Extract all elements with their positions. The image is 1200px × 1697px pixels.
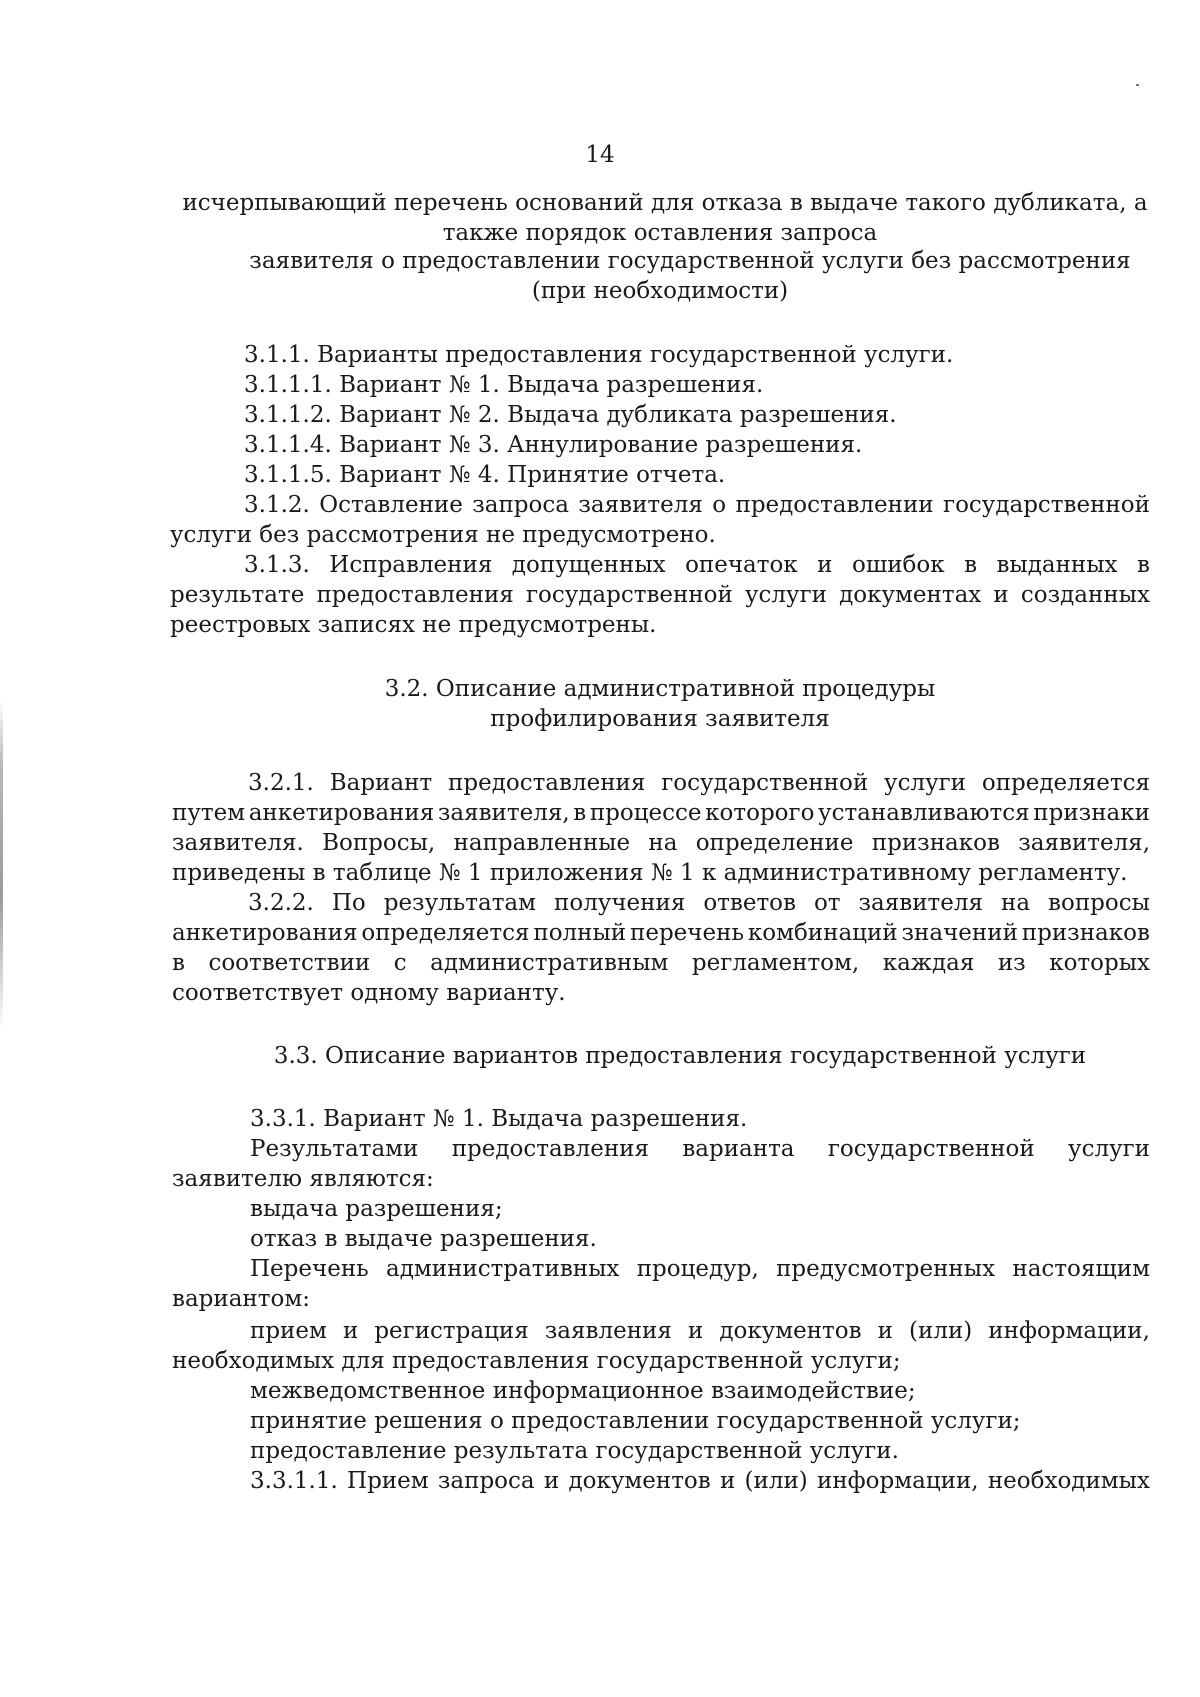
word: ответов [703, 890, 796, 916]
word: Вопросы, [322, 830, 436, 856]
item-3-3-1: 3.3.1. Вариант № 1. Выдача разрешения. [250, 1106, 748, 1132]
word: регламентом, [691, 950, 860, 976]
word: Оставление [319, 492, 463, 518]
result-refusal: отказ в выдаче разрешения. [250, 1226, 597, 1252]
word: настоящим [1012, 1256, 1150, 1282]
word: и [877, 1318, 893, 1344]
word: признаков [1021, 920, 1150, 946]
word: и [543, 1468, 560, 1494]
word: и [342, 1318, 359, 1344]
word: (или) [744, 1468, 808, 1494]
word: на [1001, 890, 1031, 916]
heading2-line2: профилирования заявителя [490, 706, 830, 732]
procedures-line2: вариантом: [172, 1286, 310, 1312]
para-3-2-1-line4: приведены в таблице № 1 приложения № 1 к административному регламенту. [172, 860, 1128, 886]
word: 3.2.1. [248, 770, 314, 796]
word: Перечень [250, 1256, 369, 1282]
word: заявителя. [172, 830, 304, 856]
item-3-1-1-4: 3.1.1.4. Вариант № 3. Аннулирование разрешения. [244, 432, 863, 458]
page-number: 14 [585, 142, 615, 168]
word: Результатами [250, 1136, 419, 1162]
results-line2: заявителю являются: [172, 1166, 434, 1192]
word: и [687, 1318, 704, 1344]
word: 3.1.3. [244, 552, 310, 578]
word: заявителя, [437, 800, 570, 826]
word: Прием [347, 1468, 429, 1494]
word: в [1137, 552, 1150, 578]
word: от [813, 890, 841, 916]
word: государственной [827, 1136, 1035, 1162]
word: о [712, 492, 727, 518]
word: с [393, 950, 407, 976]
para-3-2-2-line3 [172, 950, 1150, 976]
word: процессе [589, 800, 702, 826]
word: перечень [630, 920, 744, 946]
para-3-2-2-line4: соответствует одному варианту. [172, 980, 566, 1006]
procedures-line1 [250, 1256, 1150, 1282]
item-3-3-1-1-line1 [250, 1468, 1150, 1494]
word: регистрация [374, 1318, 529, 1344]
word: опечаток [685, 552, 798, 578]
para-3-2-1-line3 [172, 830, 1150, 856]
word: (или) [909, 1318, 973, 1344]
word: результатам [383, 890, 537, 916]
word: анкетирования [172, 920, 358, 946]
word: путем [172, 800, 246, 826]
word: По [331, 890, 366, 916]
word: значений [901, 920, 1018, 946]
word: допущенных [511, 552, 666, 578]
word: вопросы [1048, 890, 1150, 916]
word: из [997, 950, 1026, 976]
word: ошибок [851, 552, 945, 578]
word: услуги [884, 770, 966, 796]
para-3-1-2-line1 [244, 492, 1150, 518]
word: в [964, 552, 978, 578]
word: услуги [745, 582, 827, 608]
word: государственной [525, 582, 733, 608]
word: получения [554, 890, 686, 916]
word: заявителя, [1018, 830, 1150, 856]
word: документов [568, 1468, 711, 1494]
word: определяется [361, 920, 530, 946]
word: и [993, 582, 1009, 608]
heading1-line4: (при необходимости) [531, 278, 789, 304]
word: определяется [981, 770, 1150, 796]
word: в [172, 950, 185, 976]
para-3-2-1-line1 [248, 770, 1150, 796]
para-3-2-2-line2 [172, 920, 1150, 946]
word: заявителя [858, 890, 984, 916]
word: направленные [453, 830, 631, 856]
procedure-1-line1 [250, 1318, 1150, 1344]
word: соответствии [208, 950, 371, 976]
para-3-2-1-line2 [172, 800, 1150, 826]
word: административных [386, 1256, 620, 1282]
scan-edge-shadow [0, 700, 3, 1030]
result-issue: выдача разрешения; [250, 1196, 503, 1222]
word: государственной [943, 492, 1150, 518]
heading1-line2: также порядок оставления запроса [442, 220, 878, 246]
word: заявителя [578, 492, 703, 518]
procedure-4: предоставление результата государственной услуги. [250, 1438, 899, 1464]
heading3: 3.3. Описание вариантов предоставления государственной услуги [273, 1043, 1087, 1069]
heading1-line1: исчерпывающий перечень оснований для отказа в выдаче такого дубликата, а [182, 190, 1148, 216]
word: на [648, 830, 678, 856]
word: предоставлении [735, 492, 934, 518]
item-3-1-1-1: 3.1.1.1. Вариант № 1. Выдача разрешения. [244, 372, 764, 398]
word: и [817, 552, 833, 578]
word: предусмотренных [776, 1256, 996, 1282]
word: предоставления [448, 770, 646, 796]
heading2-line1: 3.2. Описание административной процедуры [384, 676, 936, 702]
results-line1 [250, 1136, 1150, 1162]
word: государственной [661, 770, 869, 796]
word: анкетирования [248, 800, 435, 826]
para-3-2-2-line1 [248, 890, 1150, 916]
word: комбинаций [747, 920, 898, 946]
procedure-1-line2: необходимых для предоставления государственной услуги; [172, 1348, 901, 1374]
para-3-1-3-line1 [244, 552, 1150, 578]
word: информации, [988, 1318, 1150, 1344]
word: предоставления [451, 1136, 650, 1162]
word: признаков [871, 830, 1000, 856]
para-3-1-3-line3: реестровых записях не предусмотрены. [170, 612, 657, 638]
word: определение [695, 830, 854, 856]
word: прием [250, 1318, 327, 1344]
word: документов [719, 1318, 862, 1344]
procedure-3: принятие решения о предоставлении государственной услуги; [250, 1408, 1021, 1434]
word: процедур, [636, 1256, 759, 1282]
word: информации, [817, 1468, 979, 1494]
word: 3.1.2. [244, 492, 310, 518]
word: запроса [437, 1468, 535, 1494]
word: результате [170, 582, 305, 608]
word: Исправления [329, 552, 493, 578]
word: варианта [682, 1136, 795, 1162]
word: устанавливаются [818, 800, 1030, 826]
word: которого [705, 800, 815, 826]
word: услуги [1068, 1136, 1150, 1162]
word: созданных [1020, 582, 1150, 608]
word: необходимых [987, 1468, 1150, 1494]
item-3-1-1-2: 3.1.1.2. Вариант № 2. Выдача дубликата разрешения. [244, 402, 897, 428]
para-3-1-3-line2 [170, 582, 1150, 608]
word: административным [430, 950, 669, 976]
procedure-2: межведомственное информационное взаимодействие; [250, 1378, 916, 1404]
word: признаки [1033, 800, 1150, 826]
word: запроса [472, 492, 569, 518]
word: 3.3.1.1. [250, 1468, 338, 1494]
heading1-line3: заявителя о предоставлении государственной услуги без рассмотрения [249, 248, 1131, 274]
scan-speck [1136, 84, 1139, 86]
word: которых [1049, 950, 1150, 976]
word: каждая [882, 950, 975, 976]
word: выданных [996, 552, 1118, 578]
para-3-1-2-line2: услуги без рассмотрения не предусмотрено. [170, 522, 716, 548]
word: предоставления [316, 582, 514, 608]
word: полный [533, 920, 627, 946]
word: документах [839, 582, 982, 608]
word: 3.2.2. [248, 890, 314, 916]
word: Вариант [329, 770, 433, 796]
word: и [719, 1468, 736, 1494]
item-3-1-1: 3.1.1. Варианты предоставления государственной услуги. [244, 342, 954, 368]
item-3-1-1-5: 3.1.1.5. Вариант № 4. Принятие отчета. [244, 462, 726, 488]
word: заявления [544, 1318, 672, 1344]
word: в [573, 800, 587, 826]
